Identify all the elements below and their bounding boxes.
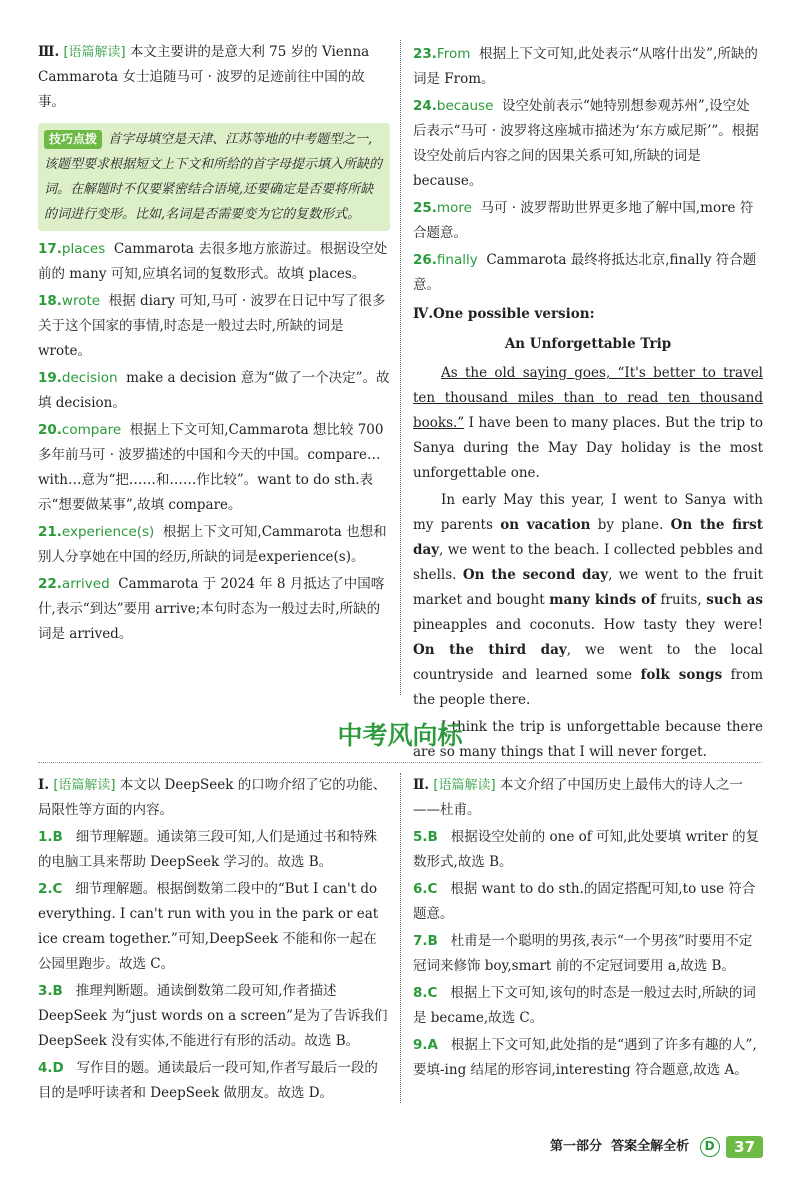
bottom-left-column bbox=[38, 773, 390, 1106]
section-separator bbox=[38, 762, 762, 763]
item-answer: places bbox=[61, 241, 106, 257]
answer-item bbox=[413, 825, 763, 875]
answer-item bbox=[38, 877, 390, 977]
item-answer: From bbox=[436, 46, 471, 62]
section-1-intro bbox=[38, 773, 390, 823]
item-number: 8. bbox=[413, 985, 428, 1001]
item-answer: C bbox=[427, 881, 438, 897]
section-3-text: 本文主要讲的是意大利 75 岁的 Vienna Cammarota 女士追随马可 · 波罗的足迹前往中国的故事。 bbox=[38, 44, 370, 110]
item-answer: B bbox=[52, 829, 63, 845]
item-answer: compare bbox=[61, 422, 122, 438]
answer-item bbox=[38, 572, 390, 647]
item-answer: D bbox=[52, 1060, 64, 1076]
essay-text: fruits, bbox=[655, 592, 707, 608]
item-answer: arrived bbox=[61, 576, 110, 592]
item-number: 9. bbox=[413, 1037, 428, 1053]
essay-title: An Unforgettable Trip bbox=[504, 336, 672, 352]
item-number: 22. bbox=[38, 576, 62, 592]
essay-highlight: such as bbox=[706, 592, 763, 608]
essay-highlight: many kinds of bbox=[549, 592, 656, 608]
answer-item bbox=[413, 94, 763, 194]
column-divider-top bbox=[400, 40, 401, 695]
item-explanation: make a decision 意为“做了一个决定”。故填 decision。 bbox=[38, 370, 390, 411]
essay-p1-rest: I have been to many places. But the trip to Sanya during the May Day holiday is the most unforgettable one. bbox=[413, 415, 763, 481]
answer-item bbox=[38, 237, 390, 287]
tip-text: 首字母填空是天津、江苏等地的中考题型之一,该题型要求根据短文上下文和所给的首字母提示填入所缺的词。在解题时不仅要紧密结合语境,还要确定是否要将所缺的词进行变形。比如,名词是否需要变为它的复数形式。 bbox=[44, 132, 383, 222]
section-4-heading: Ⅳ.One possible version: bbox=[413, 306, 595, 322]
section-2-text: 本文介绍了中国历史上最伟大的诗人之一——杜甫。 bbox=[413, 777, 743, 818]
section-3-label: [语篇解读] bbox=[63, 45, 126, 60]
essay-highlight: folk songs bbox=[640, 667, 723, 683]
essay-highlight: on vacation bbox=[500, 517, 591, 533]
essay-highlight: On the first day bbox=[413, 517, 763, 558]
item-explanation: 推理判断题。通读倒数第二段可知,作者描述 DeepSeek 为“just words on a screen”是为了告诉我们 DeepSeek 没有实体,不能进行有形的活动。故选 B。 bbox=[38, 983, 388, 1049]
item-explanation: 设空处前表示“她特别想参观苏州”,设空处后表示“马可 · 波罗将这座城市描述为‘东方威尼斯’”。根据设空处前后内容之间的因果关系可知,所缺的词是 because。 bbox=[413, 98, 759, 189]
section-1-label: [语篇解读] bbox=[53, 778, 116, 793]
answer-item bbox=[38, 418, 390, 518]
answer-item bbox=[413, 196, 763, 246]
answer-list-17-22 bbox=[38, 237, 390, 647]
item-number: 18. bbox=[38, 293, 62, 309]
item-explanation: 根据设空处前的 one of 可知,此处要填 writer 的复数形式,故选 B。 bbox=[413, 829, 760, 870]
item-answer: wrote bbox=[61, 293, 101, 309]
section-3-intro bbox=[38, 40, 390, 115]
item-explanation: 根据上下文可知,该句的时态是一般过去时,所缺的词是 became,故选 C。 bbox=[413, 985, 756, 1026]
section-1-roman: Ⅰ. bbox=[38, 777, 50, 793]
section-2-roman: Ⅱ. bbox=[413, 777, 430, 793]
answer-item bbox=[413, 929, 763, 979]
item-number: 17. bbox=[38, 241, 62, 257]
item-number: 25. bbox=[413, 200, 437, 216]
item-explanation: 细节理解题。通读第三段可知,人们是通过书和特殊的电脑工具来帮助 DeepSeek 学习的。故选 B。 bbox=[38, 829, 377, 870]
item-number: 21. bbox=[38, 524, 62, 540]
item-answer: more bbox=[436, 200, 472, 216]
item-number: 4. bbox=[38, 1060, 53, 1076]
item-answer: B bbox=[52, 983, 63, 999]
essay-text: from the people there. bbox=[413, 667, 764, 708]
tip-tag: 技巧点拨 bbox=[44, 130, 102, 149]
item-answer: B bbox=[427, 829, 438, 845]
item-answer: decision bbox=[61, 370, 118, 386]
item-explanation: 根据上下文可知,Cammarota 也想和别人分享她在中国的经历,所缺的词是experience(s)。 bbox=[38, 524, 387, 565]
essay-text: , we went to the beach. I collected pebbles and shells. bbox=[413, 542, 763, 583]
item-answer: C bbox=[427, 985, 438, 1001]
item-number: 23. bbox=[413, 46, 437, 62]
section-2-label: [语篇解读] bbox=[433, 778, 496, 793]
item-number: 3. bbox=[38, 983, 53, 999]
answer-item bbox=[38, 979, 390, 1054]
essay-paragraph-2 bbox=[413, 488, 763, 713]
answer-item bbox=[38, 1056, 390, 1106]
item-number: 26. bbox=[413, 252, 437, 268]
item-explanation: 细节理解题。根据倒数第二段中的“But I can't do everything. I can't run with you in the park or eat ice cream together.”可知,DeepSeek 不能和你一起在公园里跑步。故选 C。 bbox=[38, 881, 379, 972]
section-title: 中考风向标 bbox=[337, 721, 463, 750]
essay-paragraph-1 bbox=[413, 361, 763, 486]
answer-item bbox=[413, 1033, 763, 1083]
answer-item bbox=[38, 520, 390, 570]
item-explanation: 根据上下文可知,此处指的是“遇到了许多有趣的人”,要填-ing 结尾的形容词,interesting 符合题意,故选 A。 bbox=[413, 1037, 757, 1078]
item-answer: B bbox=[427, 933, 438, 949]
section-2-intro bbox=[413, 773, 763, 823]
essay-paragraph-3: I think the trip is unforgettable because there are so many things that I will never forget. bbox=[413, 719, 763, 760]
footer-title: 答案全解全析 bbox=[611, 1139, 690, 1154]
item-number: 1. bbox=[38, 829, 53, 845]
item-number: 2. bbox=[38, 881, 53, 897]
answer-item bbox=[38, 289, 390, 364]
footer-badge: D bbox=[700, 1137, 720, 1157]
item-number: 7. bbox=[413, 933, 428, 949]
item-explanation: 杜甫是一个聪明的男孩,表示“一个男孩”时要用不定冠词来修饰 boy,smart 前的不定冠词要用 a,故选 B。 bbox=[413, 933, 753, 974]
essay-text: In early May this year, I went to Sanya with my parents bbox=[413, 492, 763, 533]
item-explanation: 根据 diary 可知,马可 · 波罗在日记中写了很多关于这个国家的事情,时态是一般过去时,所缺的词是 wrote。 bbox=[38, 293, 386, 359]
answer-item bbox=[38, 366, 390, 416]
item-explanation: 写作目的题。通读最后一段可知,作者写最后一段的目的是呼吁读者和 DeepSeek 做朋友。故选 D。 bbox=[38, 1060, 378, 1101]
item-number: 24. bbox=[413, 98, 437, 114]
item-number: 19. bbox=[38, 370, 62, 386]
section-1-text: 本文以 DeepSeek 的口吻介绍了它的功能、局限性等方面的内容。 bbox=[38, 777, 387, 818]
essay-text: , we went to the fruit market and bought bbox=[413, 567, 763, 608]
bottom-right-column bbox=[413, 773, 763, 1083]
answer-item bbox=[413, 42, 763, 92]
item-number: 20. bbox=[38, 422, 62, 438]
essay-highlight: On the third day bbox=[413, 642, 567, 658]
item-explanation: Cammarota 于 2024 年 8 月抵达了中国喀什,表示“到达”要用 arrive;本句时态为一般过去时,所缺的词是 arrived。 bbox=[38, 576, 385, 642]
footer-part: 第一部分 bbox=[550, 1139, 603, 1154]
item-explanation: Cammarota 去很多地方旅游过。根据设空处前的 many 可知,应填名词的复数形式。故填 places。 bbox=[38, 241, 388, 282]
essay-quote: As the old saying goes, “It's better to travel ten thousand miles than to read ten thousand books.” bbox=[413, 365, 763, 431]
item-answer: experience(s) bbox=[61, 524, 155, 540]
top-left-column bbox=[38, 40, 390, 647]
tip-box bbox=[38, 123, 390, 231]
answer-item bbox=[413, 877, 763, 927]
essay-text: pineapples and coconuts. How tasty they were! bbox=[413, 617, 763, 633]
item-number: 5. bbox=[413, 829, 428, 845]
answer-item bbox=[413, 248, 763, 298]
column-divider-bottom bbox=[400, 773, 401, 1103]
answer-item bbox=[413, 981, 763, 1031]
top-right-column bbox=[413, 40, 763, 767]
item-answer: because bbox=[436, 98, 494, 114]
item-answer: C bbox=[52, 881, 63, 897]
item-number: 6. bbox=[413, 881, 428, 897]
essay-text: by plane. bbox=[590, 517, 671, 533]
section-3-roman: Ⅲ. bbox=[38, 44, 60, 60]
item-answer: A bbox=[427, 1037, 438, 1053]
essay-highlight: On the second day bbox=[462, 567, 609, 583]
item-explanation: 根据 want to do sth.的固定搭配可知,to use 符合题意。 bbox=[413, 881, 756, 922]
answer-item bbox=[38, 825, 390, 875]
item-explanation: 根据上下文可知,Cammarota 想比较 700 多年前马可 · 波罗描述的中国和今天的中国。compare…with…意为“把……和……作比较”。want to do sth.表示“想要做某事”,故填 compare。 bbox=[38, 422, 384, 513]
item-answer: finally bbox=[436, 252, 478, 268]
item-explanation: 根据上下文可知,此处表示“从喀什出发”,所缺的词是 From。 bbox=[413, 46, 758, 87]
page-footer bbox=[550, 1135, 763, 1158]
page-number: 37 bbox=[726, 1136, 763, 1158]
item-explanation: 马可 · 波罗帮助世界更多地了解中国,more 符合题意。 bbox=[413, 200, 754, 241]
item-explanation: Cammarota 最终将抵达北京,finally 符合题意。 bbox=[413, 252, 757, 293]
essay-text: , we went to the local countryside and learned some bbox=[413, 642, 764, 683]
